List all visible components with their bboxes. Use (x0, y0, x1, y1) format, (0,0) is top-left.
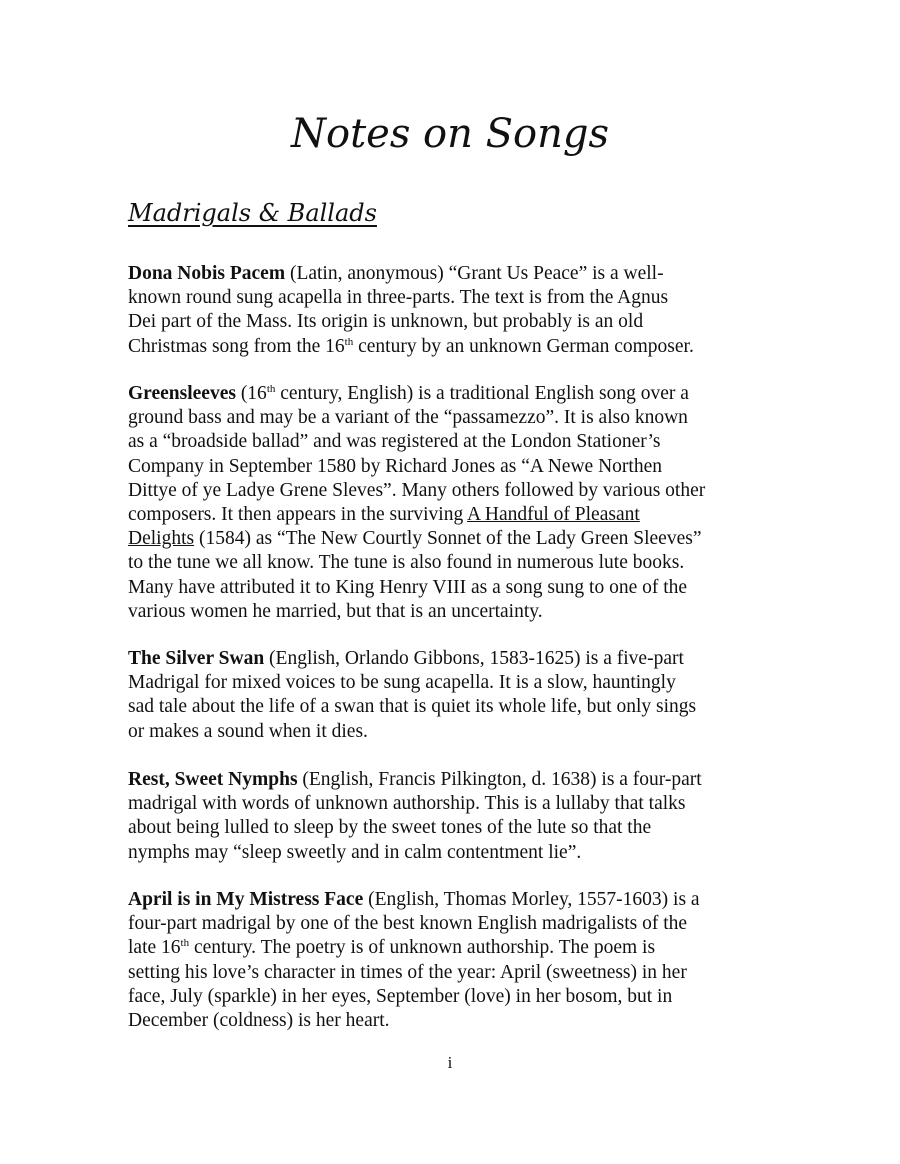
note-text: century, English) is a traditional English song over a (275, 383, 689, 404)
note-text: or makes a sound when it dies. (128, 720, 368, 742)
note-text: century by an unknown German composer. (353, 335, 694, 357)
note-text: known round sung acapella in three-parts. The text is from the Agnus (128, 287, 669, 309)
note-text: Madrigal for mixed voices to be sung acapella. It is a slow, hauntingly (128, 672, 676, 694)
song-title: The Silver Swan (128, 648, 265, 669)
note-text: (16 (235, 383, 267, 404)
note-text: as a “broadside ballad” and was registered at the London Stationer’s (128, 431, 661, 453)
note-text: nymphs may “sleep sweetly and in calm contentment lie”. (128, 841, 582, 863)
note-text: sad tale about the life of a swan that is quiet its whole life, but only sings (128, 696, 697, 718)
note-text: (1584) as “The New Courtly Sonnet of the Lady Green Sleeves” (194, 528, 702, 550)
ordinal-suffix: th (180, 937, 190, 950)
song-title: Greensleeves (128, 383, 236, 404)
ordinal-suffix: th (344, 335, 354, 348)
song-note-dona-nobis-pacem (128, 262, 773, 359)
note-text: four-part madrigal by one of the best known English madrigalists of the (128, 913, 688, 935)
note-text: to the tune we all know. The tune is also found in numerous lute books. (128, 552, 685, 574)
note-text: setting his love’s character in times of the year: April (sweetness) in her (128, 961, 687, 983)
section-heading: Madrigals & Ballads (128, 199, 377, 227)
book-title: Delights (128, 528, 195, 550)
note-text: Dittye of ye Ladye Grene Sleves”. Many others followed by various other (128, 479, 706, 501)
note-text: (Latin, anonymous) “Grant Us Peace” is a well- (285, 263, 664, 284)
note-text: December (coldness) is her heart. (128, 1010, 390, 1032)
book-title: A Handful of Pleasant (467, 504, 640, 526)
note-text: (English, Orlando Gibbons, 1583-1625) is a five-part (264, 648, 684, 669)
note-text: various women he married, but that is an uncertainty. (128, 600, 543, 622)
note-text: Company in September 1580 by Richard Jones as “A Newe Northen (128, 455, 662, 477)
song-note-rest-sweet-nymphs (128, 768, 773, 865)
note-text: (English, Thomas Morley, 1557-1603) is a (363, 889, 700, 910)
note-text: about being lulled to sleep by the sweet tones of the lute so that the (128, 817, 652, 839)
note-text: Christmas song from the 16 (128, 335, 345, 357)
song-note-the-silver-swan (128, 647, 773, 744)
note-text: composers. It then appears in the surviving (128, 504, 468, 526)
note-text: madrigal with words of unknown authorship. This is a lullaby that talks (128, 793, 686, 815)
song-title: Dona Nobis Pacem (128, 263, 286, 284)
song-title: Rest, Sweet Nymphs (128, 769, 298, 790)
song-note-greensleeves (128, 382, 773, 624)
note-text: late 16 (128, 937, 181, 959)
note-text: face, July (sparkle) in her eyes, September (love) in her bosom, but in (128, 985, 673, 1007)
ordinal-suffix: th (266, 383, 276, 395)
note-text: Many have attributed it to King Henry VIII as a song sung to one of the (128, 576, 688, 598)
song-title: April is in My Mistress Face (128, 889, 364, 910)
note-text: century. The poetry is of unknown authorship. The poem is (189, 937, 656, 959)
note-text: ground bass and may be a variant of the “passamezzo”. It is also known (128, 407, 688, 429)
song-note-april-is-in-my-mistress-face (128, 888, 773, 1033)
note-text: (English, Francis Pilkington, d. 1638) is a four-part (297, 769, 702, 790)
page-title: Notes on Songs (290, 111, 609, 157)
page-number: i (447, 1053, 453, 1072)
note-text: Dei part of the Mass. Its origin is unknown, but probably is an old (128, 311, 644, 333)
